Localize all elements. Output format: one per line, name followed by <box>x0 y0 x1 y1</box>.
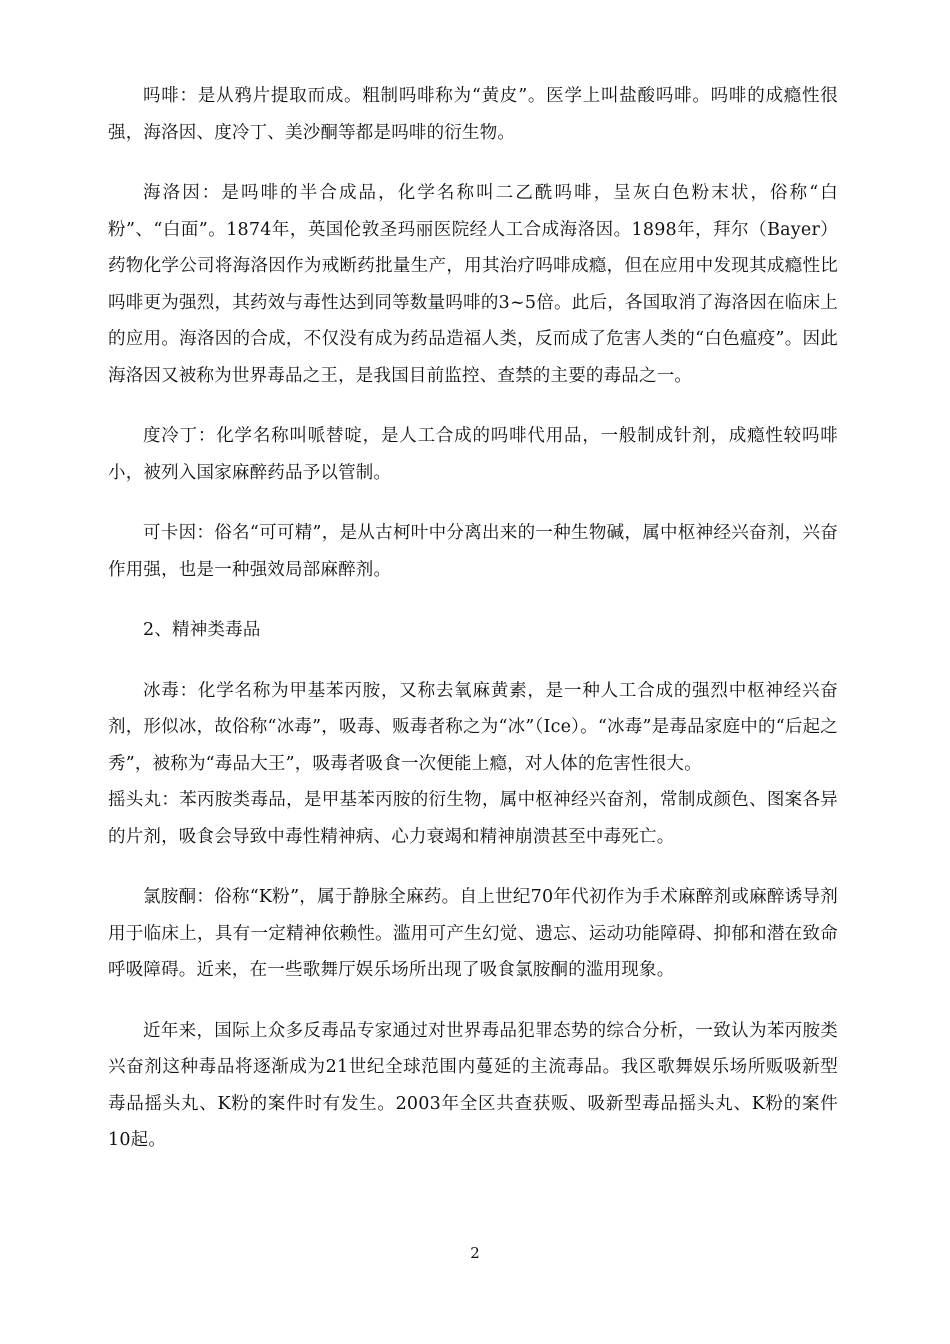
paragraph-pethidine: 度冷丁：化学名称叫哌替啶，是人工合成的吗啡代用品，一般制成针剂，成瘾性较吗啡小，被列入国家麻醉药品予以管制。 <box>108 426 838 483</box>
section-heading-psychotropic: 2、精神类毒品 <box>143 620 261 640</box>
paragraph-ketamine: 氯胺酮：俗称“K粉”，属于静脉全麻药。自上世纪70年代初作为手术麻醉剂或麻醉诱导剂用于临床上，具有一定精神依赖性。滥用可产生幻觉、遗忘、运动功能障碍、抑郁和潜在致命呼吸障碍。近来，在一些歌舞厅娱乐场所出现了吸食氯胺酮的滥用现象。 <box>108 887 838 980</box>
paragraph-methamphetamine: 冰毒：化学名称为甲基苯丙胺，又称去氧麻黄素，是一种人工合成的强烈中枢神经兴奋剂，形似冰，故俗称“冰毒”，吸毒、贩毒者称之为“冰”（Ice）。“冰毒”是毒品家庭中的“后起之秀”，被称为“毒品大王”，吸毒者吸食一次便能上瘾，对人体的危害性很大。 <box>108 680 838 774</box>
paragraph-heroin: 海洛因：是吗啡的半合成品，化学名称叫二乙酰吗啡，呈灰白色粉末状，俗称“白粉”、“白面”。1874年，英国伦敦圣玛丽医院经人工合成海洛因。1898年，拜尔（Bayer）药物化学公司将海洛因作为戒断药批量生产，用其治疗吗啡成瘾，但在应用中发现其成瘾性比吗啡更为强烈，其药效与毒性达到同等数量吗啡的3~5倍。此后，各国取消了海洛因在临床上的应用。海洛因的合成，不仅没有成为药品造福人类，反而成了危害人类的“白色瘟疫”。因此海洛因又被称为世界毒品之王，是我国目前监控、查禁的主要的毒品之一。 <box>108 183 838 386</box>
paragraph-ecstasy: 摇头丸：苯丙胺类毒品，是甲基苯丙胺的衍生物，属中枢神经兴奋剂，常制成颜色、图案各异的片剂，吸食会导致中毒性精神病、心力衰竭和精神崩溃甚至中毒死亡。 <box>108 790 838 847</box>
document-body <box>108 78 838 1183</box>
paragraph-cocaine: 可卡因：俗名“可可精”，是从古柯叶中分离出来的一种生物碱，属中枢神经兴奋剂，兴奋作用强，也是一种强效局部麻醉剂。 <box>108 523 838 580</box>
page-number: 2 <box>470 1244 480 1262</box>
paragraph-morphine: 吗啡：是从鸦片提取而成。粗制吗啡称为“黄皮”。医学上叫盐酸吗啡。吗啡的成瘾性很强，海洛因、度冷丁、美沙酮等都是吗啡的衍生物。 <box>108 86 838 143</box>
paragraph-trends: 近年来，国际上众多反毒品专家通过对世界毒品犯罪态势的综合分析，一致认为苯丙胺类兴奋剂这种毒品将逐渐成为21世纪全球范围内蔓延的主流毒品。我区歌舞娱乐场所贩吸新型毒品摇头丸、K粉的案件时有发生。2003年全区共查获贩、吸新型毒品摇头丸、K粉的案件10起。 <box>108 1020 838 1150</box>
